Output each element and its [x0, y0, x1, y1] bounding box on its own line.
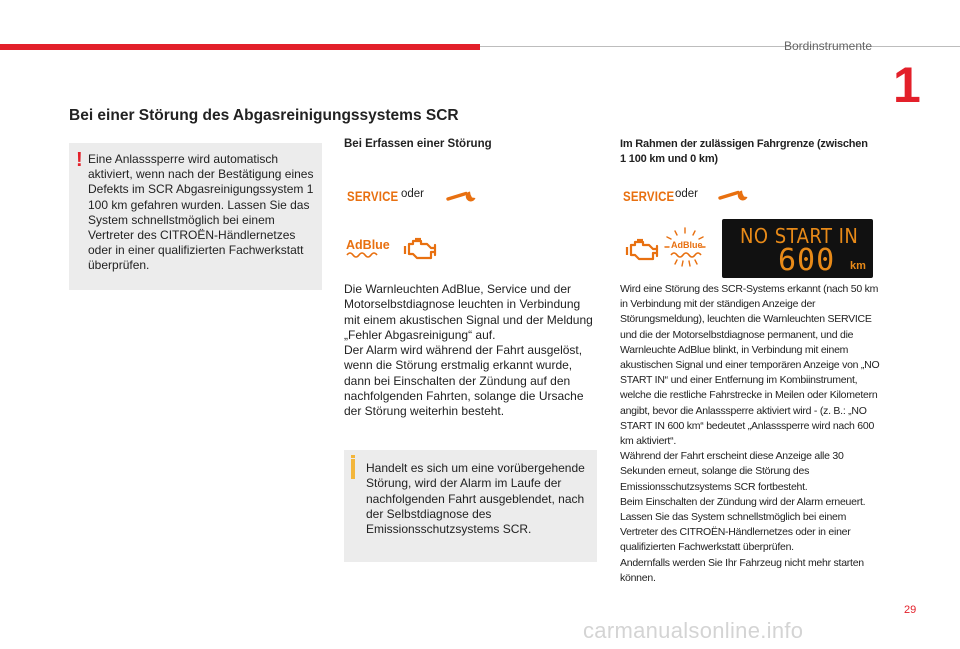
service-warning-light: SERVICE — [347, 189, 399, 204]
oder-text: oder — [401, 188, 425, 200]
page-title: Bei einer Störung des Abgasreinigungssystems SCR — [69, 107, 459, 124]
column3-paragraph: Wird eine Störung des SCR-Systems erkannt (nach 50 km in Verbindung mit der ständigen Anzeige der Störungsmeldung), leuchten die Warnleuchten SERVICE und die der Motorselbstdiagnose permanent, und die Warnleuchte AdBlue blinkt, in Verbindung mit einem akustischen Signal und einer temporären Anzeige von „NO START IN“ und einer Entfernung im Kombiinstrument, welche die restliche Fahrstrecke in Meilen oder Kilometern angibt, bevor die Anlasssperre aktiviert wird - (z. B.: „NO START IN 600 km“ bedeutet „Anlasssperre wird nach 600 km aktiviert“. — [620, 283, 880, 448]
column2-body — [344, 282, 596, 420]
display-unit: km — [850, 260, 866, 272]
column2-paragraph: Der Alarm wird während der Fahrt ausgelöst, wenn die Störung erstmalig erkannt wurde, dann bei Einschalten der Zündung auf den nachfolgenden Fahrten, solange die Ursache der Störung weiterhin besteht. — [344, 343, 584, 419]
column3-paragraph: Während der Fahrt erscheint diese Anzeige alle 30 Sekunden erneut, solange die Störung des Emissionsschutzsystems SCR fortbesteht. — [620, 450, 844, 493]
column3-paragraph: Beim Einschalten der Zündung wird der Alarm erneuert. Lassen Sie das System schnellstmöglich bei einem Vertreter des CITROËN-Händlernetzes oder in einer qualifizierten Fachwerkstatt überprüfen. — [620, 495, 866, 554]
header-red-bar — [0, 44, 480, 50]
info-icon — [351, 459, 355, 479]
info-text: Handelt es sich um eine vorübergehende Störung, wird der Alarm im Laufe der nachfolgenden Fahrt ausgeblendet, nach der Selbstdiagnose des Emissionsschutzsystems SCR. — [366, 461, 585, 537]
wrench-icon — [718, 188, 750, 209]
adblue-label: AdBlue — [346, 238, 390, 252]
column3-heading: Im Rahmen der zulässigen Fahrgrenze (zwischen 1 100 km und 0 km) — [620, 138, 868, 165]
column2-heading: Bei Erfassen einer Störung — [344, 138, 492, 150]
display-distance: 600 — [778, 243, 836, 278]
watermark: carmanualsonline.info — [583, 618, 804, 643]
service-warning-light: SERVICE — [623, 189, 675, 204]
column3-paragraph: Andernfalls werden Sie Ihr Fahrzeug nicht mehr starten können. — [620, 556, 864, 584]
header-rule — [480, 46, 960, 47]
warning-mark: ! — [76, 149, 83, 171]
adblue-label: AdBlue — [671, 240, 703, 250]
wrench-icon — [446, 189, 478, 210]
engine-check-icon — [625, 236, 661, 267]
adblue-blinking-icon — [662, 226, 708, 270]
page-number: 29 — [904, 604, 917, 616]
column2-paragraph: Die Warnleuchten AdBlue, Service und der Motorselbstdiagnose leuchten in Verbindung mit einem akustischen Signal und der Meldung „Fehler Abgasreinigung“ auf. — [344, 282, 593, 342]
column3-body — [620, 282, 880, 586]
engine-check-icon — [403, 235, 439, 266]
info-icon-dot — [351, 455, 355, 458]
warning-text: Eine Anlasssperre wird automatisch aktiviert, wenn nach der Bestätigung eines Defekts im SCR Abgasreinigungssystem 1 100 km gefahren wurden. Lassen Sie das System schnellstmöglich bei einem Vertreter des CITROËN-Händlernetzes oder in einer qualifizierten Fachwerkstatt überprüfen. — [88, 152, 314, 273]
display-no-start-text: NO START IN — [740, 224, 859, 248]
oder-text: oder — [675, 188, 699, 200]
chapter-number: 1 — [893, 57, 921, 113]
adblue-icon — [346, 238, 390, 259]
section-label: Bordinstrumente — [783, 39, 872, 53]
